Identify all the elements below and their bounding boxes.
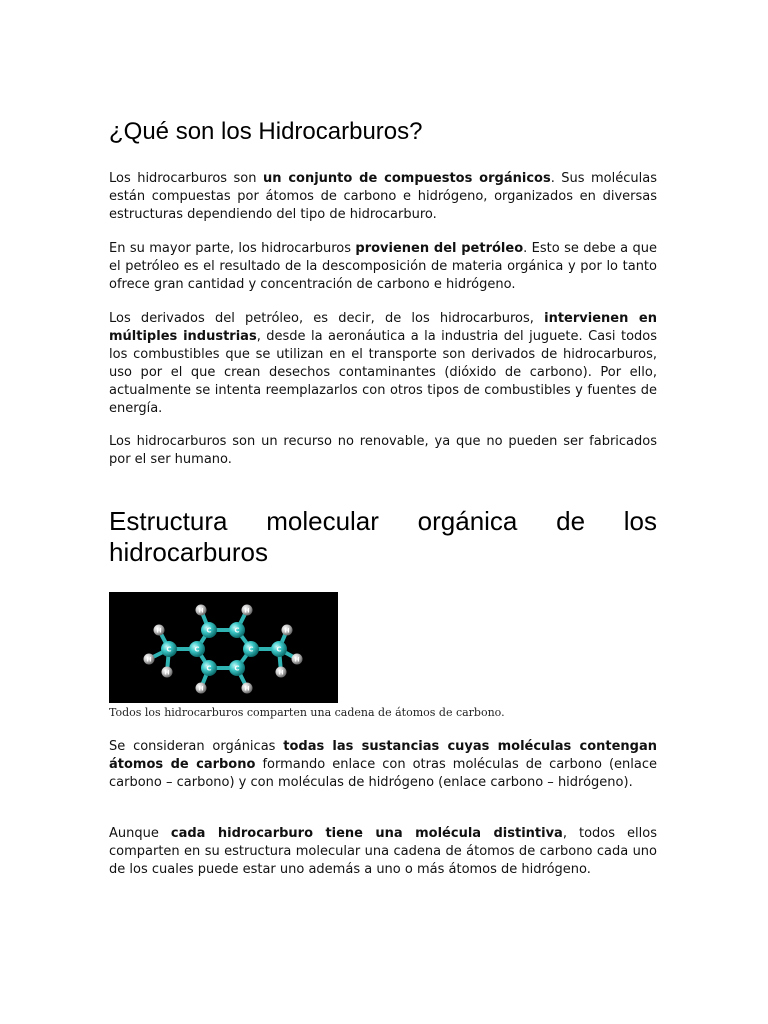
svg-text:H: H [198, 607, 204, 615]
text-run: , todos ellos comparten en su estructura molecular una cadena de átomos de carbono cada uno de los cuales puede estar uno además a uno o más átomos de hidrógeno. [109, 826, 657, 877]
hydrogen-atom [276, 667, 287, 678]
carbon-atom [161, 641, 177, 657]
carbon-atom [271, 641, 287, 657]
hydrogen-atom [144, 654, 155, 665]
svg-text:C: C [206, 626, 212, 635]
hydrogen-atom [154, 625, 165, 636]
svg-text:C: C [276, 645, 282, 654]
text-run: . Sus moléculas están compuestas por átomos de carbono e hidrógeno, organizados en diversas estructuras dependiendo del tipo de hidrocarburo. [109, 171, 657, 222]
text-run: , desde la aeronáutica a la industria del juguete. Casi todos los combustibles que se utilizan en el transporte son derivados de hidrocarburos, uso por el que crean desechos contaminantes (dióxido de carbono). Por ello, actualmente se intenta reemplazarlos con otros tipos de combustibles y fuentes de energía. [109, 329, 658, 416]
molecule-diagram [109, 592, 338, 703]
text-run: formando enlace con otras moléculas de carbono (enlace carbono – carbono) y con moléculas de hidrógeno (enlace carbono – hidrógeno). [109, 757, 657, 790]
bold-text-run: todas las sustancias cuyas moléculas contengan átomos de carbono [109, 739, 657, 772]
carbon-atom [201, 660, 217, 676]
molecule-image [109, 592, 338, 703]
bold-text-run: provienen del petróleo [355, 241, 524, 256]
svg-text:H: H [278, 669, 284, 677]
svg-text:C: C [234, 626, 240, 635]
paragraph-non-renewable [109, 433, 657, 469]
svg-text:C: C [194, 645, 200, 654]
svg-text:H: H [164, 669, 170, 677]
section-heading-molecular-structure: Estructura molecular orgánica de los hidrocarburos [109, 506, 657, 567]
svg-text:H: H [198, 685, 204, 693]
svg-text:H: H [156, 627, 162, 635]
svg-text:H: H [244, 607, 250, 615]
svg-text:H: H [294, 656, 300, 664]
svg-text:C: C [166, 645, 172, 654]
hydrogen-atom [282, 625, 293, 636]
paragraph-origin [109, 240, 657, 294]
bold-text-run: intervienen en múltiples industrias [109, 311, 657, 344]
section-heading-hydrocarbons: ¿Qué son los Hidrocarburos? [109, 118, 423, 145]
carbon-atom [229, 622, 245, 638]
carbon-atom [243, 641, 259, 657]
svg-text:H: H [146, 656, 152, 664]
text-run: Los hidrocarburos son un recurso no renovable, ya que no pueden ser fabricados por el ser humano. [109, 434, 657, 467]
text-run: Se consideran orgánicas [109, 739, 284, 754]
paragraph-definition [109, 170, 657, 224]
text-run: . Esto se debe a que el petróleo es el resultado de la descomposición de materia orgánica y por lo tanto ofrece gran cantidad y concentración de carbono e hidrógeno. [109, 241, 657, 292]
hydrogen-atom [242, 683, 253, 694]
text-run: Aunque [109, 826, 171, 841]
paragraph-organic-definition [109, 738, 657, 792]
carbon-atom [201, 622, 217, 638]
bold-text-run: un conjunto de compuestos orgánicos [262, 171, 551, 186]
carbon-atom [229, 660, 245, 676]
hydrogen-atom [196, 605, 207, 616]
figure-caption: Todos los hidrocarburos comparten una cadena de átomos de carbono. [109, 706, 505, 719]
svg-text:C: C [234, 664, 240, 673]
hydrogen-atom [292, 654, 303, 665]
hydrogen-atom [196, 683, 207, 694]
svg-text:H: H [244, 685, 250, 693]
text-run: Los hidrocarburos son [109, 171, 263, 186]
text-run: En su mayor parte, los hidrocarburos [109, 241, 356, 256]
paragraph-derivatives [109, 310, 657, 418]
bold-text-run: cada hidrocarburo tiene una molécula distintiva [170, 826, 563, 841]
svg-text:H: H [284, 627, 290, 635]
hydrogen-atom [162, 667, 173, 678]
atoms-group [144, 605, 303, 694]
hydrogen-atom [242, 605, 253, 616]
svg-text:C: C [206, 664, 212, 673]
text-run: Los derivados del petróleo, es decir, de los hidrocarburos, [109, 311, 545, 326]
carbon-atom [189, 641, 205, 657]
paragraph-carbon-chain [109, 825, 657, 879]
svg-text:C: C [248, 645, 254, 654]
